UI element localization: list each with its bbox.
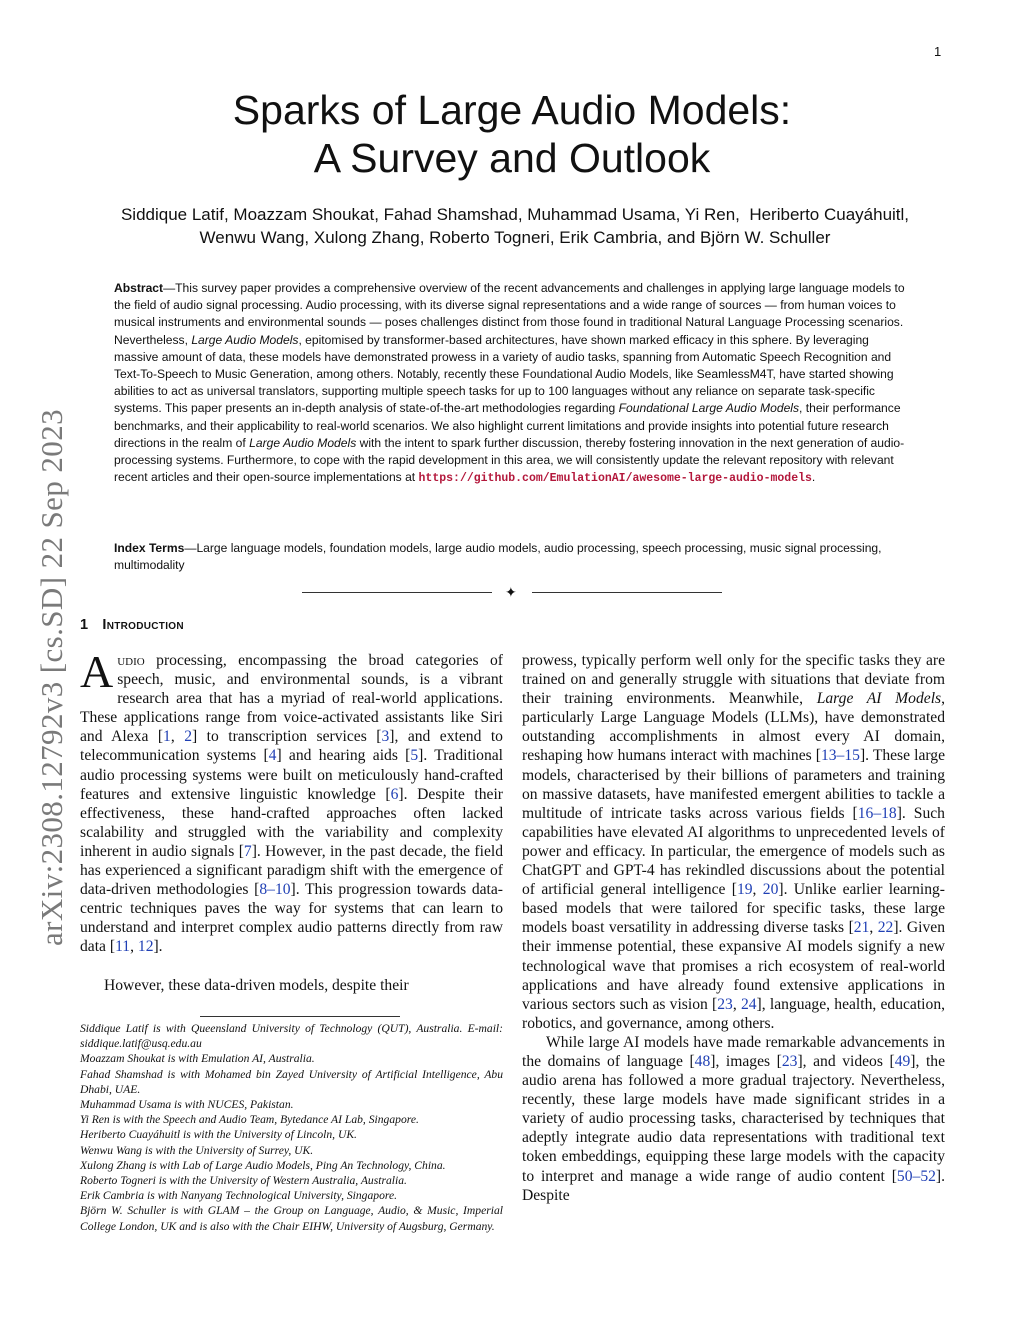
abstract-text: , epitomised by transformer-based architectures, have shown marked efficacy in this sphere. By leveraging massive amount of data, these models have demonstrated prowess in a variety of audio tasks, spanning from Automatic Speech Recognition and Text-To-Speech to Music Generation, among others. Notably, recently these Foundational Audio Models, like SeamlessM4T, have started showing abilities to act as universal translators, supporting multiple speech tasks for up to 100 languages without any reliance on separate task-specific systems. This paper presents an in-depth analysis of state-of-the-art methodologies regarding — [114, 332, 894, 416]
body-text: , particularly Large Language Models (LLMs), have demonstrated outstanding accomplishments in almost every AI domain, reshaping how humans interact with machines [ — [522, 690, 945, 765]
title-line-1: Sparks of Large Audio Models: — [232, 87, 792, 133]
body-text: ]. Despite — [522, 1167, 945, 1204]
intro-paragraph-2: However, these data-driven models, despite their — [104, 976, 409, 994]
citation[interactable]: 7 — [243, 842, 252, 860]
section-divider — [302, 583, 722, 603]
footnote: Moazzam Shoukat is with Emulation AI, Australia. — [80, 1052, 315, 1066]
body-text: , — [752, 881, 763, 899]
body-text: While large AI models have made remarkable advancements in the domains of language [ — [522, 1033, 945, 1070]
citation[interactable]: 22 — [877, 919, 894, 937]
citation[interactable]: 49 — [894, 1052, 911, 1070]
title-line-2: A Survey and Outlook — [313, 135, 711, 181]
body-text: processing, encompassing the broad categories of speech, music, and environmental sounds, is a vibrant research area that has a myriad of real-world applications. These applications range from voice-activated assistants like Siri and Alexa [ — [80, 652, 503, 746]
citation[interactable]: 1 — [163, 728, 171, 746]
author-list — [80, 203, 950, 249]
abstract — [114, 280, 914, 487]
page-number: 1 — [934, 44, 942, 59]
footnote: Muhammad Usama is with NUCES, Pakistan. — [80, 1098, 294, 1112]
citation[interactable]: 13–15 — [820, 747, 860, 765]
body-text: ], images [ — [710, 1052, 782, 1070]
body-text: ], and videos [ — [797, 1052, 895, 1070]
authors-line-2: Wenwu Wang, Xulong Zhang, Roberto Togneri, Erik Cambria, and Björn W. Schuller — [199, 228, 831, 247]
index-terms — [114, 540, 914, 574]
abstract-emphasis: Foundational Large Audio Models — [618, 401, 800, 416]
body-text: ]. These large models, characterised by their billions of parameters and training on massive datasets, have manifested emergent abilities to tackle a multitude of intricate tasks across various fields [ — [522, 747, 945, 822]
citation[interactable]: 50–52 — [896, 1167, 936, 1185]
left-column — [80, 646, 504, 995]
citation[interactable]: 12 — [137, 938, 154, 956]
citation[interactable]: 4 — [268, 747, 277, 765]
body-text: ]. Despite their effectiveness, these hand-crafted approaches often lacked scalability and struggled with the variability and complexity inherent in audio signals [ — [80, 785, 503, 860]
section-heading — [80, 617, 184, 633]
footnote: Siddique Latif is with Queensland University of Technology (QUT), Australia. E-mail: siddique.latif@usq.edu.au — [80, 1022, 503, 1051]
citation[interactable]: 2 — [184, 728, 192, 746]
abstract-text: with the intent to spark further discussion, thereby fostering innovation in the next generation of audio-processing systems. Furthermore, to cope with the rapid development in this area, we will consistently update the relevant repository with relevant recent articles and their open-source implementations at — [114, 435, 905, 485]
abstract-emphasis: Large Audio Models — [249, 435, 357, 450]
emphasis: Large AI Models — [816, 690, 942, 708]
footnote: Björn W. Schuller is with GLAM – the Group on Language, Audio, & Music, Imperial College London, UK and is also with the Chair EIHW, University of Augsburg, Germany. — [80, 1204, 503, 1233]
divider-diamond-icon: ✦ — [505, 586, 517, 601]
body-text: , — [130, 938, 138, 956]
citation[interactable]: 20 — [762, 881, 779, 899]
body-text: prowess, typically perform well only for the specific tasks they are trained on and generally struggle with situations that deviate from their training environments. Meanwhile, — [522, 652, 945, 708]
body-text: ], the audio arena has followed a more gradual trajectory. Nevertheless, recently, these large models have made significant strides in a variety of audio processing tasks, characterised by techniques that adeptly integrate audio data representations with traditional text token embeddings, equipping these large models with the capacity to interpret and manage a wide range of audio content [ — [522, 1052, 945, 1185]
body-text: ], language, health, education, robotics, and governance, among others. — [522, 995, 946, 1032]
body-text: , — [732, 995, 741, 1013]
section-title: Introduction — [102, 617, 184, 633]
abstract-emphasis: Large Audio Models — [191, 332, 299, 347]
body-text: ] to transcription services [ — [192, 728, 382, 746]
intro-paragraph-continued — [522, 651, 945, 1033]
index-terms-text: —Large language models, foundation models, large audio models, audio processing, speech processing, music signal processing, multimodality — [114, 541, 882, 573]
footnote: Yi Ren is with the Speech and Audio Team, Bytedance AI Lab, Singapore. — [80, 1113, 419, 1127]
citation[interactable]: 5 — [410, 747, 419, 765]
footnote: Fahad Shamshad is with Mohamed bin Zayed University of Artificial Intelligence, Abu Dhabi, UAE. — [80, 1067, 503, 1096]
footnote: Erik Cambria is with Nanyang Technological University, Singapore. — [80, 1189, 397, 1203]
first-word-rest: udio — [117, 652, 145, 669]
abstract-text: —This survey paper provides a comprehensive overview of the recent advancements and challenges in applying large language models to the field of audio signal processing. Audio processing, with its diverse signal representations and a wide range of sources — from human voices to musical instruments and environmental sounds — poses challenges distinct from those found in traditional Natural Language Processing scenarios. Nevertheless, — [114, 281, 905, 347]
body-text: ]. Traditional audio processing systems were built on meticulously hand-crafted features and extensive linguistic knowledge [ — [80, 747, 503, 803]
citation[interactable]: 23 — [781, 1052, 798, 1070]
body-text: ], and extend to telecommunication systems [ — [80, 728, 503, 765]
divider-line-left — [302, 592, 492, 593]
footnote: Xulong Zhang is with Lab of Large Audio Models, Ping An Technology, China. — [80, 1158, 446, 1172]
footnote: Wenwu Wang is with the University of Surrey, UK. — [80, 1143, 314, 1157]
abstract-label: Abstract — [114, 281, 164, 295]
citation[interactable]: 11 — [115, 938, 131, 956]
body-text: ]. However, in the past decade, the field has experienced a significant paradigm shift with the emergence of data-driven methodologies [ — [80, 842, 503, 899]
paper-title — [120, 86, 904, 182]
body-text: ]. — [153, 938, 163, 956]
body-text: ] and hearing aids [ — [276, 747, 411, 765]
arxiv-identifier-stamp: arXiv:2308.12792v3 [cs.SD] 22 Sep 2023 — [34, 409, 69, 946]
citation[interactable]: 21 — [853, 919, 870, 937]
abstract-text: . — [811, 470, 816, 485]
body-text: ]. Given their immense potential, these expansive AI models signify a new technological wave that promises a rich ecosystem of real-world applications and have already found extensive applications in various sectors such as vision [ — [522, 919, 945, 1013]
footnote: Roberto Togneri is with the University of Western Australia, Australia. — [80, 1174, 407, 1188]
body-text: ]. Such capabilities have elevated AI algorithms to unprecedented levels of power and efficacy. In particular, the emergence of models such as ChatGPT and GPT-4 has rekindled discussions about the potential of artificial general intelligence [ — [522, 804, 945, 899]
body-text: ]. Unlike earlier learning-based models that were tailored for specific tasks, these large models boast versatility in addressing diverse tasks [ — [522, 881, 946, 937]
authors-line-1: Siddique Latif, Moazzam Shoukat, Fahad Shamshad, Muhammad Usama, Yi Ren, Heriberto Cuayáhuitl, — [120, 205, 910, 224]
right-column — [522, 651, 945, 1205]
repository-link[interactable]: https://github.com/EmulationAI/awesome-large-audio-models — [418, 472, 812, 486]
intro-paragraph-1 — [80, 646, 504, 957]
citation[interactable]: 24 — [740, 995, 757, 1013]
abstract-text: , their performance benchmarks, and their applicability to real-world scenarios. We also highlight current limitations and provide insights into potential future research directions in the realm of — [114, 401, 901, 450]
citation[interactable]: 8–10 — [259, 881, 291, 899]
citation[interactable]: 23 — [717, 995, 733, 1013]
intro-paragraph-3 — [522, 1033, 945, 1205]
body-text: , — [170, 728, 185, 746]
citation[interactable]: 16–18 — [857, 804, 897, 822]
divider-line-right — [532, 592, 722, 593]
body-text: , — [869, 919, 878, 937]
footnote: Heriberto Cuayáhuitl is with the University of Lincoln, UK. — [80, 1128, 357, 1142]
citation[interactable]: 6 — [390, 785, 399, 803]
drop-cap: A — [80, 646, 114, 697]
citation[interactable]: 48 — [694, 1052, 711, 1070]
affiliation-footnotes — [80, 1021, 503, 1234]
index-terms-label: Index Terms — [114, 541, 185, 555]
citation[interactable]: 3 — [381, 728, 390, 746]
body-text: ]. This progression towards data-centric techniques paves the way for systems that can learn to understand and interpret complex audio patterns directly from raw data [ — [80, 881, 504, 956]
section-number: 1 — [80, 617, 89, 633]
footnote-rule — [200, 1016, 400, 1017]
citation[interactable]: 19 — [736, 881, 753, 899]
